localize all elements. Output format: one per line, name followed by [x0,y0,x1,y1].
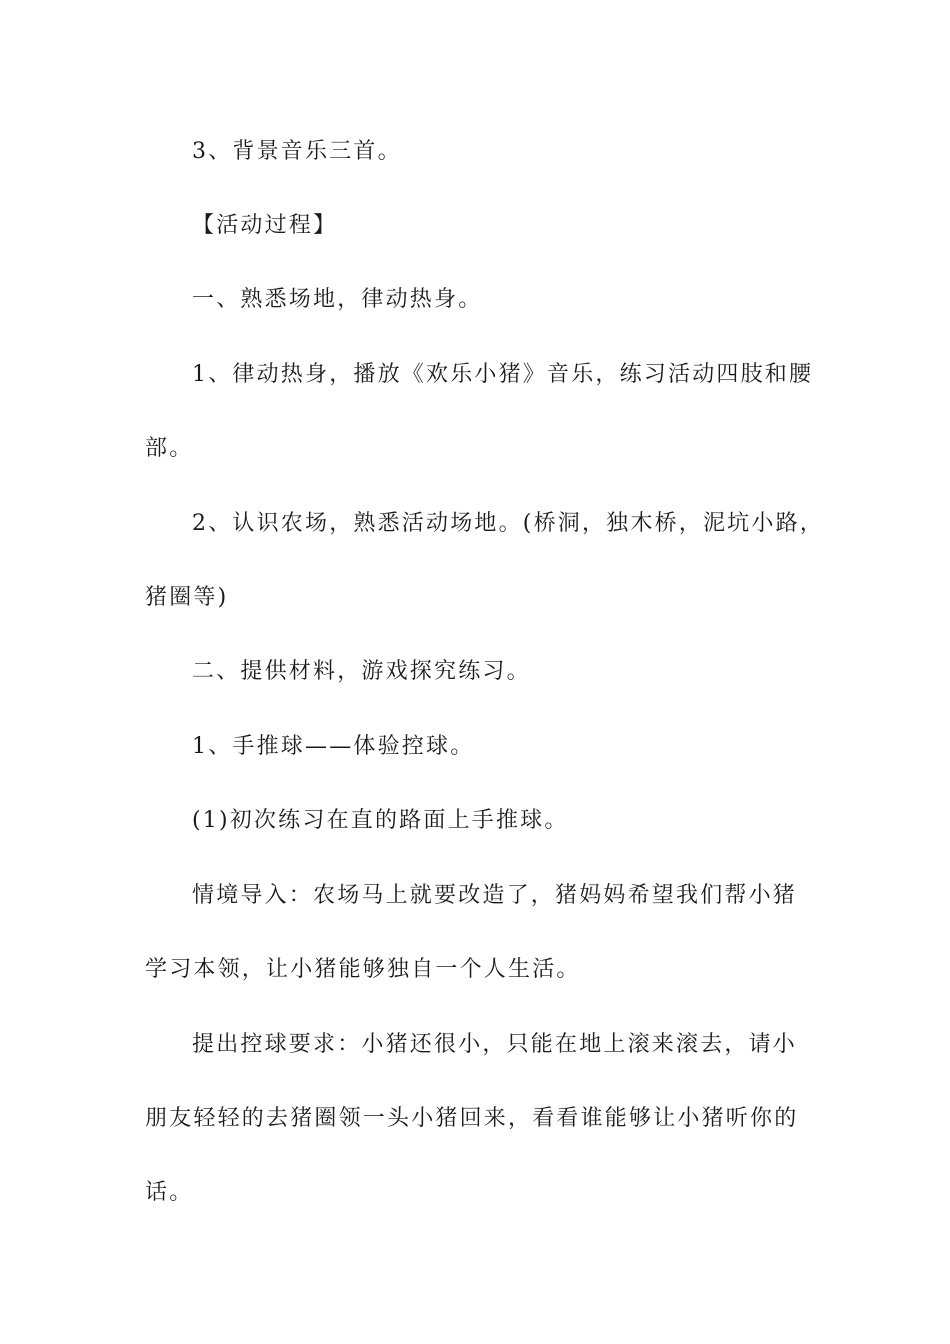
text-line-1: 3、背景音乐三首。 [192,139,402,164]
text-line-9: 1、手推球——体验控球。 [192,734,475,759]
text-line-8: 二、提供材料，游戏探究练习。 [192,659,531,684]
text-line-14: 朋友轻轻的去猪圈领一头小猪回来，看看谁能够让小猪听你的 [145,1106,799,1131]
text-line-10: (1)初次练习在直的路面上手推球。 [192,808,569,833]
text-line-13: 提出控球要求：小猪还很小，只能在地上滚来滚去，请小 [192,1032,798,1057]
text-line-6: 2、认识农场，熟悉活动场地。(桥洞，独木桥，泥坑小路， [192,511,824,536]
text-line-3: 一、熟悉场地，律动热身。 [192,287,483,312]
text-line-11: 情境导入：农场马上就要改造了，猪妈妈希望我们帮小猪 [192,883,798,908]
text-line-7: 猪圈等) [145,585,229,610]
text-line-15: 话。 [145,1180,194,1205]
text-line-5: 部。 [145,436,194,461]
text-line-12: 学习本领，让小猪能够独自一个人生活。 [145,957,581,982]
section-heading-activity-process: 【活动过程】 [192,213,338,238]
text-line-4: 1、律动热身，播放《欢乐小猪》音乐，练习活动四肢和腰 [192,362,814,387]
